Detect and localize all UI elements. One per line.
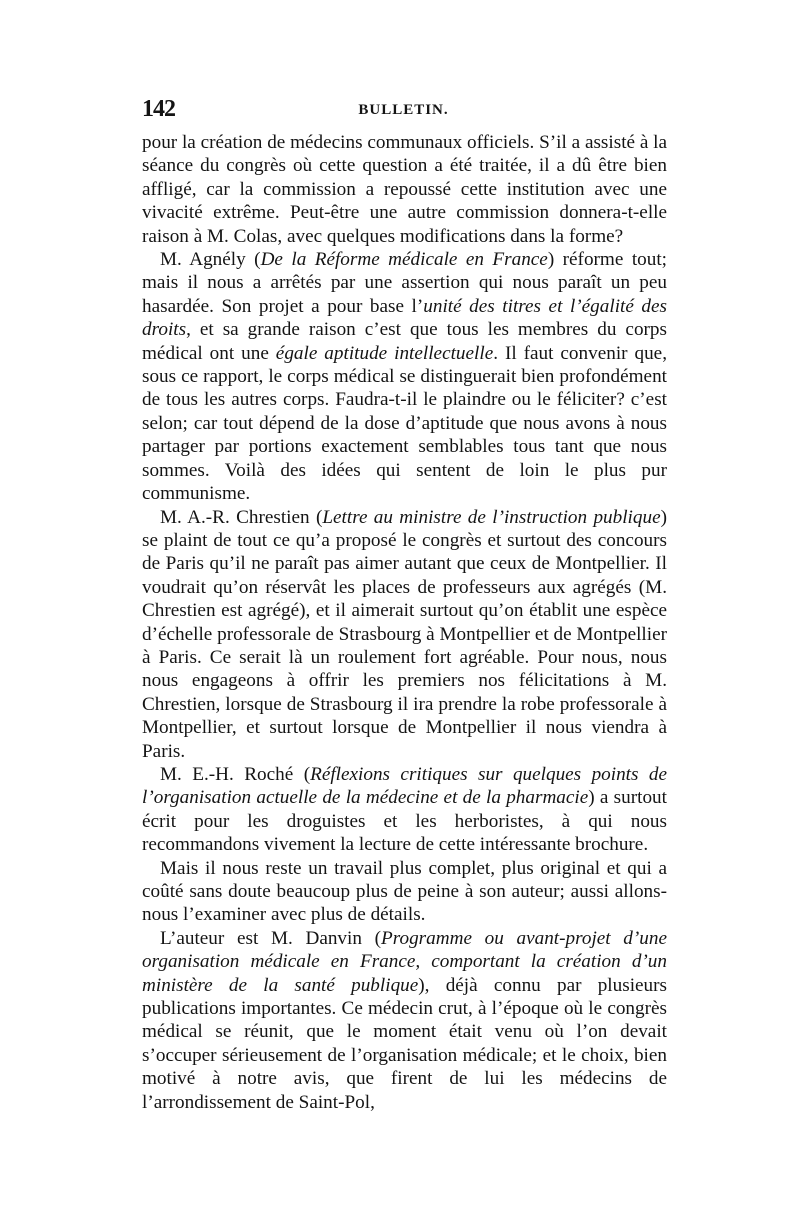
paragraph — [142, 131, 667, 248]
text-span: ), déjà connu par plusieurs publications importantes. Ce médecin crut, à l’époque où le congrès médical se réunit, que le moment était venu où l’on devait s’occuper sérieusement de l’organisation médicale; et le choix, bien motivé à notre avis, que firent de lui les médecins de l’arrondissement de Saint-Pol, — [142, 974, 667, 1113]
text-span: ) réforme tout; mais il nous a arrêtés par une assertion qui nous paraît un peu hasardée. Son projet a pour base l’ — [142, 249, 667, 317]
paragraph — [142, 927, 667, 1114]
paragraph — [142, 763, 667, 857]
text-span: ) se plaint de tout ce qu’a proposé le congrès et surtout des concours de Paris qu’il ne paraît pas aimer autant que ceux de Montpellier. Il voudrait qu’on réservât les places de professeurs aux agrégés (M. Chrestien est agrégé), et il aimerait surtout qu’on établit une espèce d’échelle professorale de Strasbourg à Montpellier et de Montpellier à Paris. Ce serait là un roulement fort agréable. Pour nous, nous nous engageons à offrir les premiers nos félicitations à M. Chrestien, lorsque de Strasbourg il ira prendre la robe professorale à Montpellier, et surtout lorsque de Montpellier il nous viendra à Paris. — [142, 506, 667, 762]
italic-title-span: Réflexions critiques sur quelques points de l’organisation actuelle de la médecine et de la pharmacie — [142, 763, 668, 809]
paragraph — [142, 506, 667, 763]
body-text — [142, 131, 667, 1114]
italic-title-span: égale aptitude intellectuelle — [275, 342, 494, 364]
text-span: M. E.-H. Roché ( — [160, 763, 311, 785]
text-span: pour la création de médecins communaux officiels. S’il a assisté à la séance du congrès où cette question a été traitée, il a dû être bien affligé, car la commission a repoussé cette institution avec une vivacité extrême. Peut-être une autre commission donnera-t-elle raison à M. Colas, avec quelques modifications dans la forme? — [142, 132, 668, 247]
italic-title-span: Programme ou avant-projet d’une organisation médicale en France, comportant la création d’un ministère de la santé publique — [142, 927, 667, 996]
paragraph — [142, 857, 667, 927]
italic-title-span: unité des titres et l’égalité des droits — [142, 295, 667, 341]
text-span: M. Agnély ( — [160, 249, 261, 271]
page-header — [140, 96, 667, 130]
running-head: BULLETIN. — [358, 102, 449, 118]
text-span: Mais il nous reste un travail plus complet, plus original et qui a coûté sans doute beaucoup plus de peine à son auteur; aussi allons-nous l’examiner avec plus de détails. — [142, 857, 667, 926]
text-span: ) a surtout écrit pour les droguistes et les herboristes, à qui nous recommandons vivement la lecture de cette intéressante brochure. — [142, 787, 667, 856]
text-span: . Il faut convenir que, sous ce rapport, le corps médical se distinguerait bien profondément de tous les autres corps. Faudra-t-il le plaindre ou le féliciter? c’est selon; car tout dépend de la dose d’aptitude que nous avons à nous partager par portions exactement semblables tous tant que nous sommes. Voilà des idées qui sentent de loin le plus pur communisme. — [142, 342, 667, 505]
italic-title-span: Lettre au ministre de l’instruction publique — [322, 506, 661, 528]
italic-title-span: De la Réforme médicale en France — [260, 249, 548, 271]
text-span: M. A.-R. Chrestien ( — [160, 506, 323, 528]
paragraph — [142, 248, 667, 505]
page-number: 142 — [142, 96, 175, 122]
text-span: , et sa grande raison c’est que tous les membres du corps médical ont une — [142, 319, 667, 364]
text-span: L’auteur est M. Danvin ( — [160, 927, 382, 949]
